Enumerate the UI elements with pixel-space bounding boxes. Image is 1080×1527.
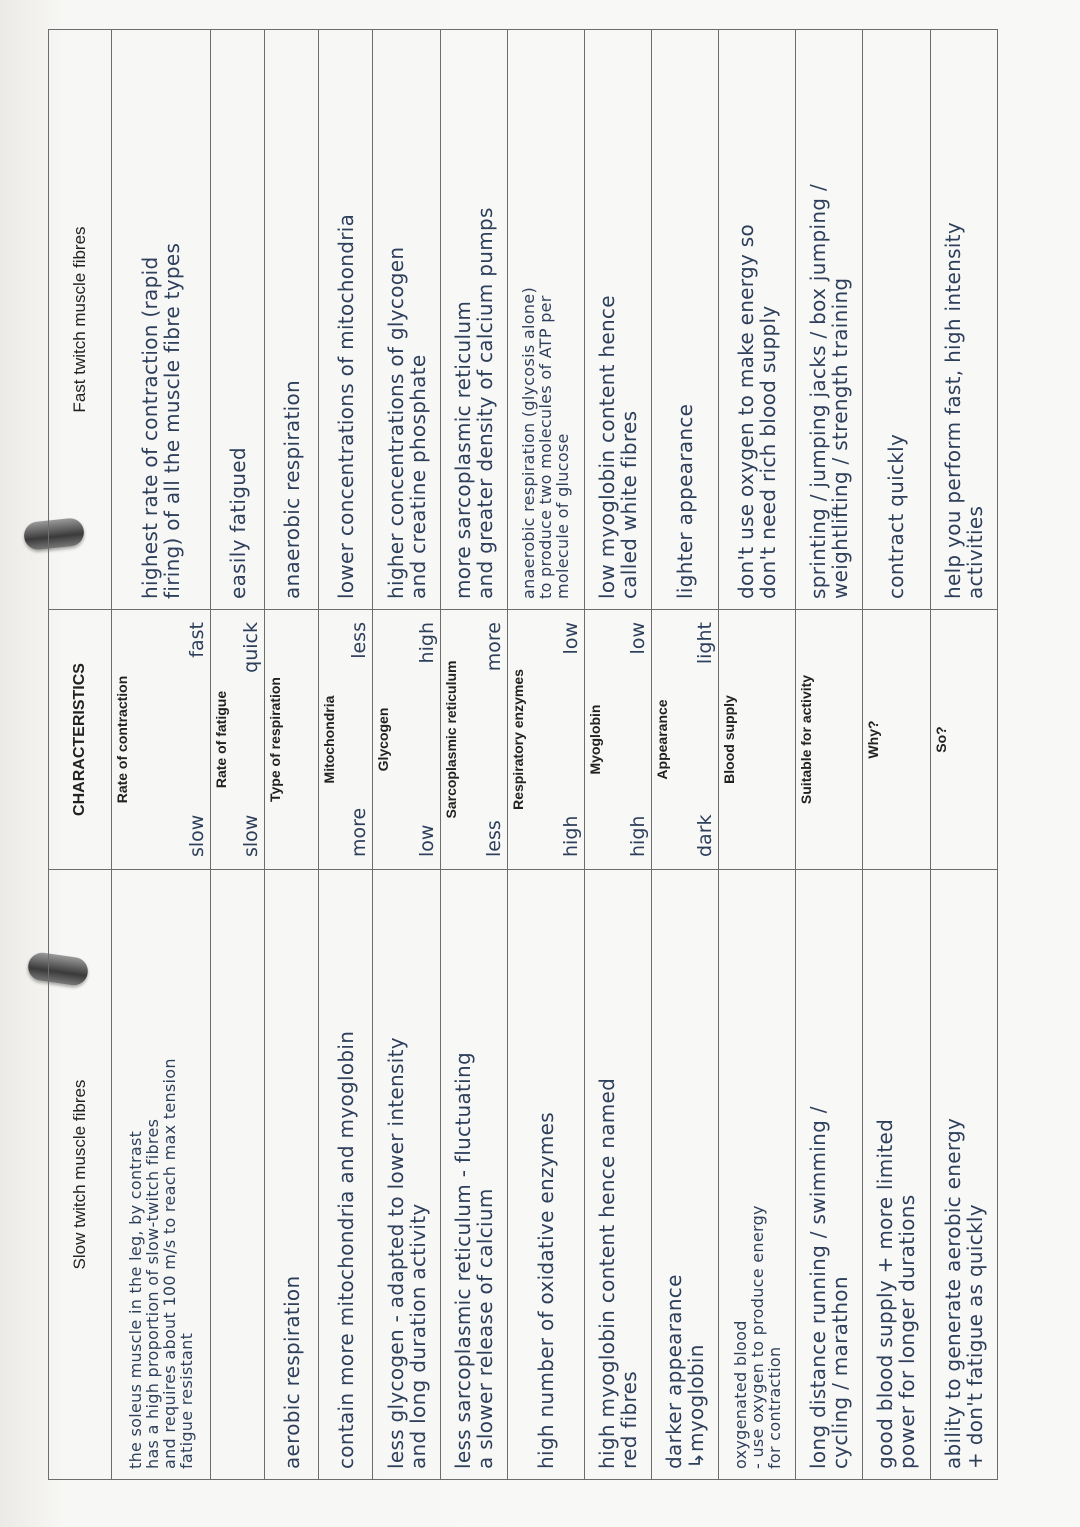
characteristic-cell [795,610,862,870]
slow-twitch-line: the soleus muscle in the leg, by contrast [126,1130,146,1469]
fast-twitch-cell [930,30,997,610]
fast-twitch-cell [440,30,507,610]
fast-twitch-line: firing) of all the muscle fibre types [160,242,185,599]
slow-twitch-line: ↳myoglobin [684,1344,709,1469]
slow-twitch-line: good blood supply + more limited [873,1118,898,1469]
header-fast-twitch: Fast twitch muscle fibres [49,30,112,610]
slow-twitch-line: and long duration activity [405,1203,430,1469]
slow-value: high [559,815,582,857]
fast-twitch-cell [719,30,796,610]
slow-twitch-line: oxygenated blood [730,1320,750,1469]
fast-twitch-line: activities [962,505,987,599]
slow-twitch-cell [265,870,319,1480]
slow-twitch-cell [211,870,265,1480]
characteristic-cell [651,610,718,870]
slow-twitch-line: high number of oxidative enzymes [533,1112,558,1469]
table-row [719,30,796,1480]
slow-twitch-line: fatigue resistant [177,1332,197,1469]
fast-twitch-line: help you perform fast, high intensity [940,222,965,599]
characteristic-cell [863,610,930,870]
characteristic-label: Appearance [653,699,670,780]
fast-twitch-cell [211,30,265,610]
slow-twitch-cell [112,870,211,1480]
fast-twitch-line: sprinting / jumping jacks / box jumping / [806,184,831,599]
characteristic-cell [930,610,997,870]
slow-twitch-line: + don't fatigue as quickly [962,1204,987,1469]
header-slow-twitch: Slow twitch muscle fibres [49,870,112,1480]
fast-twitch-line: low myoglobin content hence [594,295,619,599]
fast-twitch-line: highest rate of contraction (rapid [138,256,163,599]
fast-twitch-line: to produce two molecules of ATP per [536,295,556,599]
slow-value: high [626,815,649,857]
characteristic-label: Suitable for activity [797,674,814,805]
characteristic-label: Respiratory enzymes [510,669,527,810]
fast-value: less [348,622,371,659]
table-row [211,30,265,1480]
slow-twitch-line: aerobic respiration [279,1275,304,1469]
characteristic-label: Type of respiration [267,677,284,802]
slow-twitch-line: contain more mitochondria and myoglobin [333,1030,358,1469]
fast-twitch-line: molecule of glucose [553,433,573,599]
fast-twitch-cell [651,30,718,610]
rotated-table-wrapper [48,30,998,1480]
slow-twitch-line: power for longer durations [895,1194,920,1469]
slow-twitch-cell [440,870,507,1480]
muscle-fibre-comparison-table [48,29,998,1480]
fast-twitch-line: more sarcoplasmic reticulum [450,300,475,599]
fast-twitch-line: called white fibres [616,410,641,599]
header-row [49,30,112,1480]
slow-value: more [348,807,371,857]
fast-twitch-line: easily fatigued [225,447,250,599]
characteristic-cell [319,610,373,870]
table-row [112,30,211,1480]
characteristic-cell [265,610,319,870]
fast-value: low [626,622,649,655]
fast-twitch-line: lighter appearance [673,403,698,599]
characteristic-label: Rate of contraction [114,675,130,804]
characteristic-label: Glycogen [375,707,392,772]
slow-value: low [415,824,438,857]
fast-twitch-cell [319,30,373,610]
slow-twitch-line: a slower release of calcium [472,1188,497,1469]
fast-twitch-cell [508,30,585,610]
table-row [795,30,862,1480]
characteristic-label: So? [932,726,949,753]
fast-twitch-cell [373,30,440,610]
table-row [930,30,997,1480]
table-row [440,30,507,1480]
characteristic-label: Mitochondria [321,695,338,784]
fast-value: more [483,622,506,672]
fast-twitch-cell [584,30,651,610]
fast-twitch-line: anaerobic respiration [279,380,304,599]
fast-twitch-line: weightlifting / strength training [828,277,853,599]
fast-twitch-line: contract quickly [884,433,909,599]
slow-twitch-cell [508,870,585,1480]
slow-value: slow [240,814,263,857]
fast-value: high [415,622,438,664]
fast-twitch-line: and creatine phosphate [405,354,430,599]
slow-value: less [483,820,506,857]
slow-twitch-line: high myoglobin content hence named [594,1077,619,1469]
fast-twitch-line: don't need rich blood supply [756,305,781,599]
characteristic-label: Rate of fatigue [213,690,230,789]
table-row [373,30,440,1480]
slow-twitch-cell [719,870,796,1480]
slow-twitch-cell [930,870,997,1480]
characteristic-cell [508,610,585,870]
characteristic-label: Why? [865,720,882,759]
slow-twitch-cell [373,870,440,1480]
fast-value: fast [186,622,209,658]
slow-twitch-line: - use oxygen to produce energy [747,1205,767,1469]
characteristic-cell [719,610,796,870]
characteristic-label: Myoglobin [586,704,603,775]
fast-twitch-cell [863,30,930,610]
fast-twitch-line: and greater density of calcium pumps [472,207,497,599]
slow-twitch-cell [319,870,373,1480]
slow-twitch-line: for contraction [764,1346,784,1469]
characteristic-cell [112,610,211,870]
header-characteristics: CHARACTERISTICS [49,610,112,870]
characteristic-cell [211,610,265,870]
fast-twitch-line: anaerobic respiration (glycosis alone) [519,287,539,599]
slow-twitch-line: darker appearance [662,1274,687,1469]
table-row [863,30,930,1480]
slow-twitch-line: red fibres [616,1371,641,1469]
characteristic-label: Blood supply [721,695,738,784]
characteristic-cell [440,610,507,870]
fast-twitch-cell [795,30,862,610]
characteristic-cell [373,610,440,870]
fast-value: low [559,622,582,655]
slow-twitch-line: long distance running / swimming / [806,1106,831,1469]
slow-value: slow [186,814,209,857]
slow-twitch-cell [651,870,718,1480]
table-row [584,30,651,1480]
slow-twitch-cell [863,870,930,1480]
fast-twitch-cell [265,30,319,610]
slow-twitch-line: and requires about 100 m/s to reach max tension [160,1058,180,1469]
table-row [508,30,585,1480]
slow-value: dark [694,814,717,857]
slow-twitch-line: ability to generate aerobic energy [940,1117,965,1469]
table-row [265,30,319,1480]
characteristic-label: Sarcoplasmic reticulum [442,660,459,819]
slow-twitch-cell [795,870,862,1480]
fast-twitch-cell [112,30,211,610]
table-row [319,30,373,1480]
slow-twitch-line: less glycogen - adapted to lower intensity [383,1037,408,1469]
fast-twitch-line: don't use oxygen to make energy so [734,224,759,599]
characteristic-cell [584,610,651,870]
slow-twitch-cell [584,870,651,1480]
slow-twitch-line: less sarcoplasmic reticulum - fluctuating [450,1052,475,1469]
slow-twitch-line: has a high proportion of slow-twitch fibres [143,1118,163,1469]
fast-value: light [694,622,717,665]
slow-twitch-line: cycling / marathon [828,1276,853,1469]
fast-value: quick [240,622,263,673]
table-row [651,30,718,1480]
fast-twitch-line: higher concentrations of glycogen [383,246,408,599]
fast-twitch-line: lower concentrations of mitochondria [333,213,358,599]
